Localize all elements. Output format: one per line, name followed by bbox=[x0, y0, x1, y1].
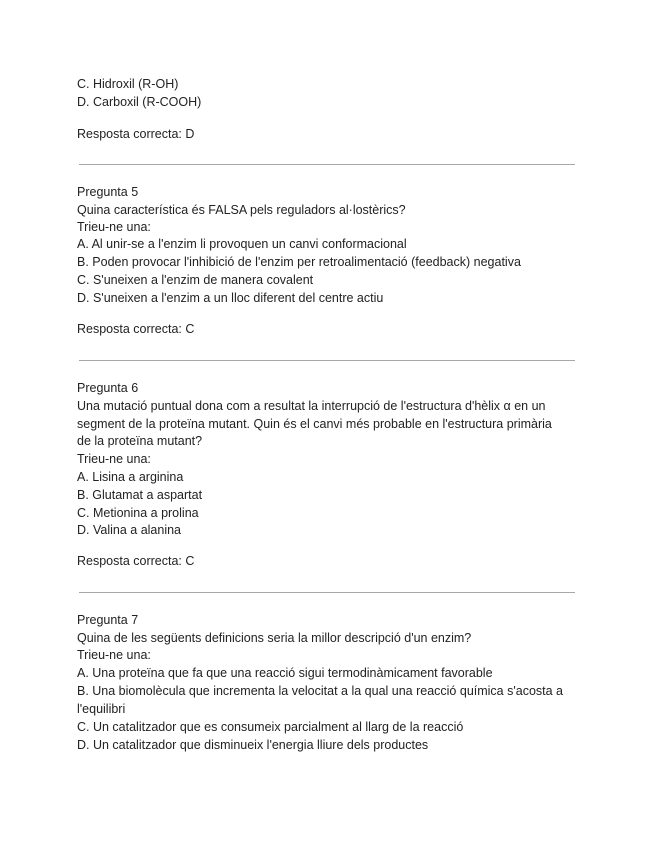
correct-answer: Resposta correcta: C bbox=[77, 322, 195, 336]
correct-answer: Resposta correcta: D bbox=[77, 127, 195, 141]
question-text: Quina de les següents definicions seria la millor descripció d'un enzim? bbox=[77, 631, 472, 645]
option-c: C. S'uneixen a l'enzim de manera covalent bbox=[77, 273, 314, 287]
option-a: A. Al unir-se a l'enzim li provoquen un canvi conformacional bbox=[77, 237, 407, 251]
option-d: D. Un catalitzador que disminueix l'energia lliure dels productes bbox=[77, 738, 429, 752]
divider bbox=[79, 592, 575, 593]
divider bbox=[79, 360, 575, 361]
question-instruction: Trieu-ne una: bbox=[77, 648, 151, 662]
question-text-line: segment de la proteïna mutant. Quin és el canvi més probable en l'estructura primària bbox=[77, 417, 552, 431]
question-instruction: Trieu-ne una: bbox=[77, 452, 151, 466]
option-d: D. Valina a alanina bbox=[77, 523, 182, 537]
option-c: C. Metionina a prolina bbox=[77, 506, 199, 520]
question-text-line: Una mutació puntual dona com a resultat la interrupció de l'estructura d'hèlix α en un bbox=[77, 399, 546, 413]
option-b-continued: l'equilibri bbox=[77, 702, 126, 716]
option-b: B. Una biomolècula que incrementa la velocitat a la qual una reacció química s'acosta a bbox=[77, 684, 563, 698]
option-b: B. Poden provocar l'inhibició de l'enzim per retroalimentació (feedback) negativa bbox=[77, 255, 521, 269]
question-number: Pregunta 7 bbox=[77, 613, 139, 627]
option-d: D. Carboxil (R-COOH) bbox=[77, 95, 202, 109]
question-text-line: de la proteïna mutant? bbox=[77, 434, 203, 448]
divider bbox=[79, 164, 575, 165]
option-a: A. Una proteïna que fa que una reacció sigui termodinàmicament favorable bbox=[77, 666, 493, 680]
question-instruction: Trieu-ne una: bbox=[77, 220, 151, 234]
option-d: D. S'uneixen a l'enzim a un lloc diferent del centre actiu bbox=[77, 291, 384, 305]
question-text: Quina característica és FALSA pels reguladors al·lostèrics? bbox=[77, 203, 406, 217]
question-number: Pregunta 5 bbox=[77, 185, 139, 199]
option-b: B. Glutamat a aspartat bbox=[77, 488, 203, 502]
correct-answer: Resposta correcta: C bbox=[77, 554, 195, 568]
question-number: Pregunta 6 bbox=[77, 381, 139, 395]
option-c: C. Un catalitzador que es consumeix parcialment al llarg de la reacció bbox=[77, 720, 464, 734]
option-c: C. Hidroxil (R-OH) bbox=[77, 77, 179, 91]
option-a: A. Lisina a arginina bbox=[77, 470, 184, 484]
